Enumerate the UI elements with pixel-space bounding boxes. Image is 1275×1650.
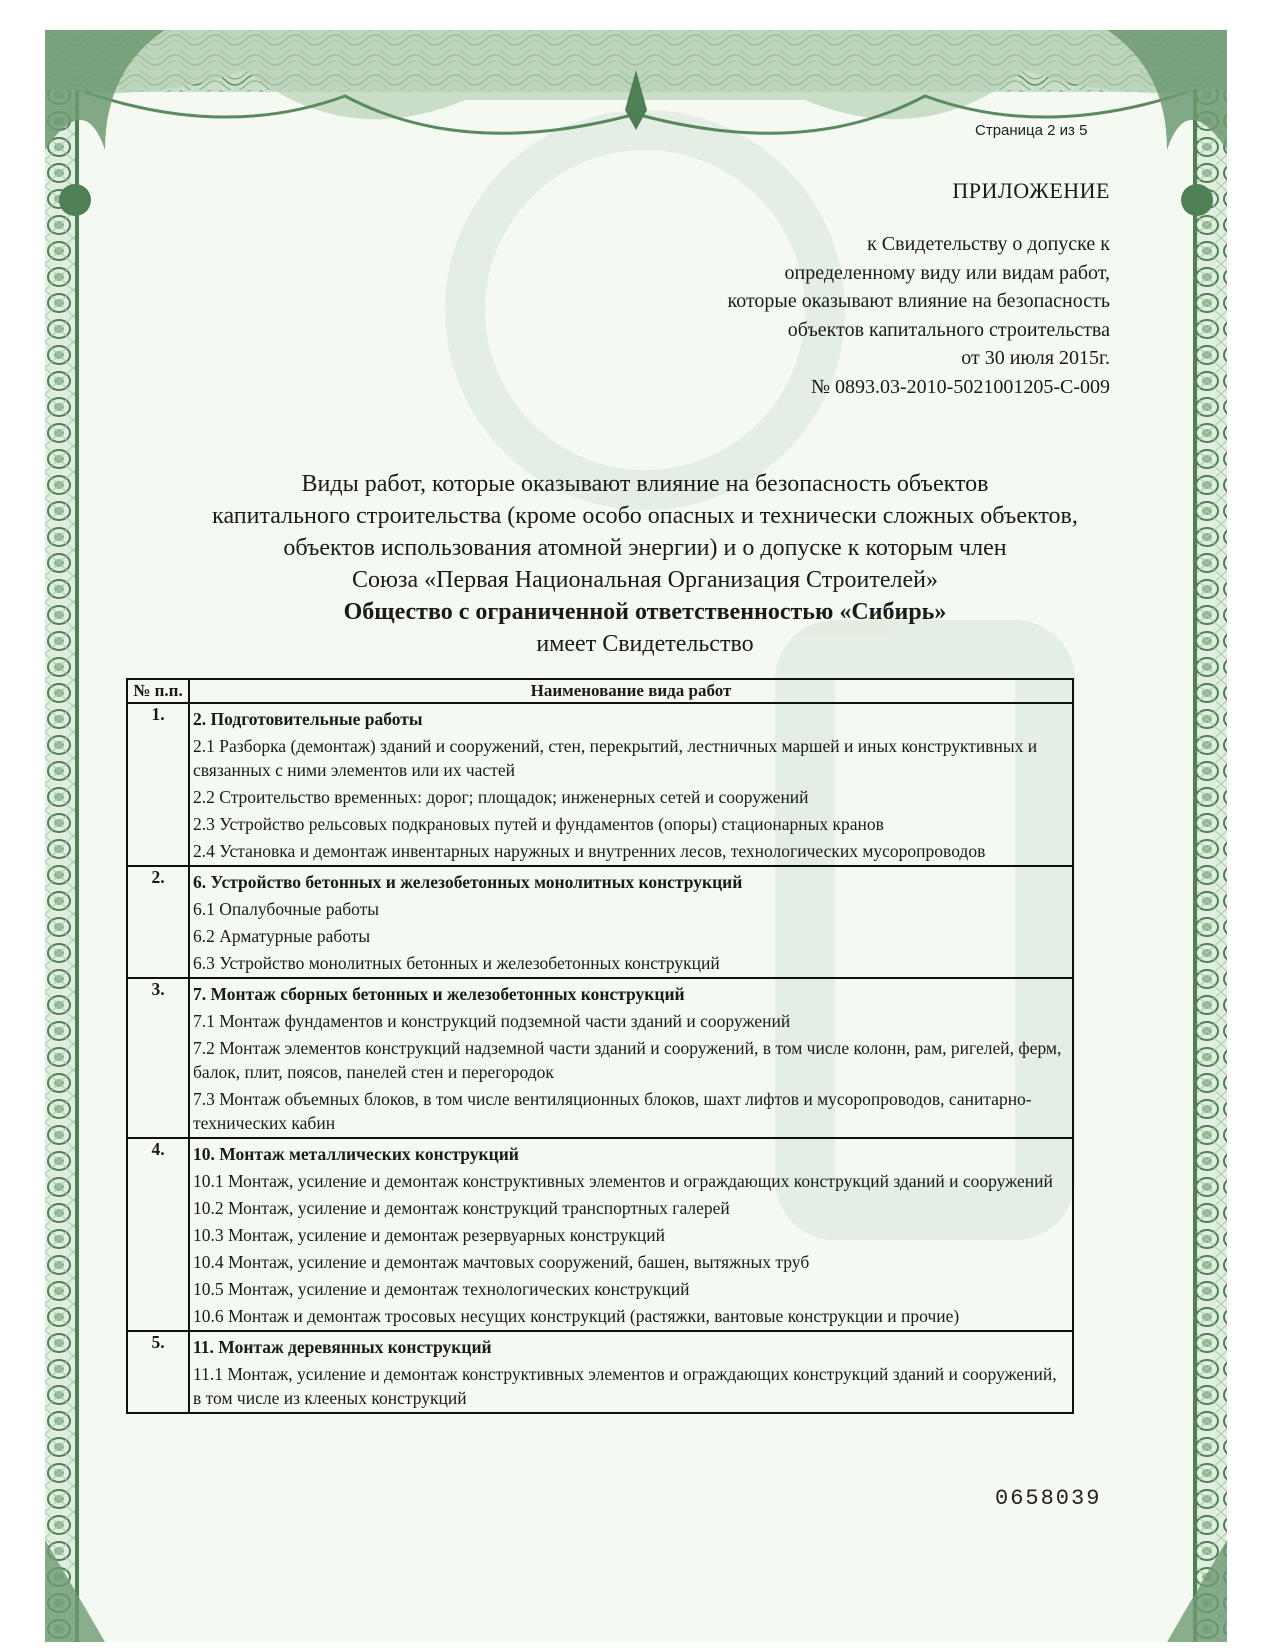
table-row [127,866,1073,978]
table-row [127,1331,1073,1413]
work-item: 6.2 Арматурные работы [193,926,371,946]
work-group-title: 2. Подготовительные работы [193,709,423,729]
work-group [189,1331,1073,1413]
appendix-title: ПРИЛОЖЕНИЕ [952,178,1110,203]
work-item: 7.3 Монтаж объемных блоков, в том числе вентиляционных блоков, шахт лифтов и мусоропроводов, санитарно-технических кабин [193,1089,1032,1133]
appendix-line: определенному виду или видам работ, [784,261,1110,284]
work-item: 10.1 Монтаж, усиление и демонтаж конструктивных элементов и ограждающих конструкций зданий и сооружений [193,1171,1053,1191]
work-item: 7.1 Монтаж фундаментов и конструкций подземной части зданий и сооружений [193,1011,791,1031]
appendix-line: которые оказывают влияние на безопасность [727,290,1110,312]
table-row [127,1138,1073,1331]
work-item: 11.1 Монтаж, усиление и демонтаж конструктивных элементов и ограждающих конструкций зданий и сооружений, в том числе из клееных конструкций [193,1364,1057,1408]
appendix-line: объектов капитального строительства [787,318,1110,341]
work-group-title: 10. Монтаж металлических конструкций [193,1144,519,1164]
heading-line: Виды работ, которые оказывают влияние на безопасность объектов [301,471,989,497]
work-item: 2.3 Устройство рельсовых подкрановых путей и фундаментов (опоры) стационарных кранов [193,814,884,834]
works-table [126,678,1074,1414]
work-group-title: 11. Монтаж деревянных конструкций [193,1337,492,1357]
appendix-reference [728,230,1110,401]
work-item: 2.1 Разборка (демонтаж) зданий и сооружений, стен, перекрытий, лестничных маршей и иных конструктивных и связанных с ними элементов или их частей [193,736,1038,780]
table-row [127,978,1073,1138]
row-number: 3. [127,978,189,1138]
heading-line: капитального строительства (кроме особо опасных и технически сложных объектов, [212,503,1078,529]
page-number: Страница 2 из 5 [975,122,1088,139]
row-number: 2. [127,866,189,978]
work-item: 6.1 Опалубочные работы [193,899,380,919]
work-item: 10.3 Монтаж, усиление и демонтаж резервуарных конструкций [193,1225,665,1245]
certificate-number: № 0893.03-2010-5021001205-С-009 [810,375,1110,398]
organization-name: Общество с ограниченной ответственностью «Сибирь» [343,599,947,625]
heading-line: Союза «Первая Национальная Организация Строителей» [352,567,938,593]
work-item: 6.3 Устройство монолитных бетонных и железобетонных конструкций [193,953,720,973]
work-item: 2.2 Строительство временных: дорог; площадок; инженерных сетей и сооружений [193,787,809,807]
work-group [189,1138,1073,1331]
table-header-row [127,679,1073,703]
work-group [189,866,1073,978]
work-group-title: 6. Устройство бетонных и железобетонных монолитных конструкций [193,872,743,892]
work-item: 2.4 Установка и демонтаж инвентарных наружных и внутренних лесов, технологических мусоропроводов [193,841,986,861]
work-group-title: 7. Монтаж сборных бетонных и железобетонных конструкций [193,984,685,1004]
work-item: 10.2 Монтаж, усиление и демонтаж конструкций транспортных галерей [193,1198,730,1218]
work-item: 7.2 Монтаж элементов конструкций надземной части зданий и сооружений, в том числе колонн, рам, ригелей, ферм, балок, плит, поясов, панелей стен и перегородок [193,1038,1062,1082]
work-item: 10.6 Монтаж и демонтаж тросовых несущих конструкций (растяжки, вантовые конструкции и прочие) [193,1306,960,1326]
row-number: 5. [127,1331,189,1413]
table-row [127,703,1073,866]
column-header-number: № п.п. [127,679,189,703]
document-heading [115,468,1175,660]
appendix-line: к Свидетельству о допуске к [867,233,1110,255]
heading-closing: имеет Свидетельство [536,631,754,657]
work-group [189,978,1073,1138]
serial-number: 0658039 [995,1486,1102,1511]
heading-line: объектов использования атомной энергии) и о допуске к которым член [283,535,1007,561]
certificate-date: от 30 июля 2015г. [961,347,1110,369]
row-number: 4. [127,1138,189,1331]
row-number: 1. [127,703,189,866]
work-group [189,703,1073,866]
certificate-sheet [45,30,1227,1642]
column-header-name: Наименование вида работ [189,679,1073,703]
work-item: 10.4 Монтаж, усиление и демонтаж мачтовых сооружений, башен, вытяжных труб [193,1252,810,1272]
work-item: 10.5 Монтаж, усиление и демонтаж технологических конструкций [193,1279,690,1299]
